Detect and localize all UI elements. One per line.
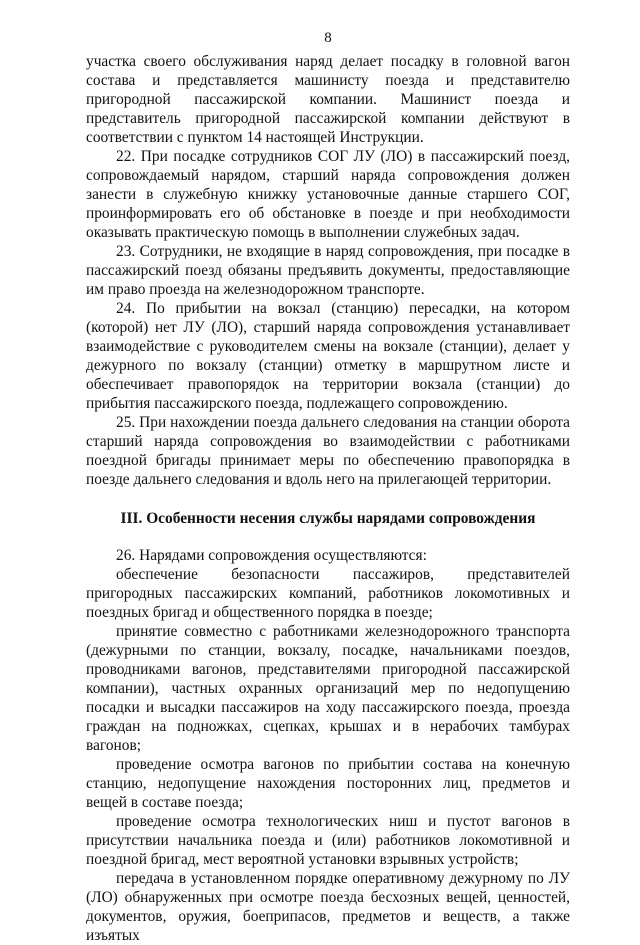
paragraph-23: 23. Сотрудники, не входящие в наряд сопровождения, при посадке в пассажирский поезд обязаны предъявить документы, предоставляющие им право проезда на железнодорожном транспорте. <box>86 243 570 298</box>
list-item: обеспечение безопасности пассажиров, представителей пригородных пассажирских компаний, работников локомотивных и поездных бригад и общественного порядка в поезде; <box>86 566 570 621</box>
list-item: проведение осмотра технологических ниш и пустот вагонов в присутствии начальника поезда и (или) работников локомотивной и поездной бригад, мест вероятной установки взрывных устройств; <box>86 813 570 868</box>
paragraph-25: 25. При нахождении поезда дальнего следования на станции оборота старший наряда сопровождения во взаимодействии с работниками поездной бригады принимает меры по обеспечению правопорядка в поезде дальнего следования и вдоль него на прилегающей территории. <box>86 414 570 488</box>
list-item: передача в установленном порядке оперативному дежурному по ЛУ (ЛО) обнаруженных при осмотре поезда бесхозных вещей, ценностей, документов, оружия, боеприпасов, предметов и веществ, а также изъятых <box>86 870 570 944</box>
paragraph-26: 26. Нарядами сопровождения осуществляются: <box>116 547 427 564</box>
list-item: принятие совместно с работниками железнодорожного транспорта (дежурными по станции, вокзалу, посадке, начальниками поездов, проводниками вагонов, представителями пригородной пассажирской компании), частных охранных организаций мер по недопущению посадки и высадки пассажиров на ходу пассажирского поезда, проезда граждан на подножках, сцепках, крышах и в нерабочих тамбурах вагонов; <box>86 623 570 754</box>
paragraph-continuation: участка своего обслуживания наряд делает посадку в головной вагон состава и представляется машинисту поезда и представителю пригородной пассажирской компании. Машинист поезда и представитель пригородной пассажирской компании действуют в соответствии с пунктом 14 настоящей Инструкции. <box>86 53 570 146</box>
document-body <box>86 52 570 945</box>
paragraph-22: 22. При посадке сотрудников СОГ ЛУ (ЛО) в пассажирский поезд, сопровождаемый нарядом, старший наряда сопровождения должен занести в служебную книжку установочные данные старшего СОГ, проинформировать его об обстановке в поезде и при необходимости оказывать практическую помощь в выполнении служебных задач. <box>86 148 570 241</box>
list-item: проведение осмотра вагонов по прибытии состава на конечную станцию, недопущение нахождения посторонних лиц, предметов и вещей в составе поезда; <box>86 756 570 811</box>
page-number: 8 <box>324 30 332 46</box>
section-heading: III. Особенности несения службы нарядами сопровождения <box>120 510 536 527</box>
paragraph-24: 24. По прибытии на вокзал (станцию) пересадки, на котором (которой) нет ЛУ (ЛО), старший наряда сопровождения устанавливает взаимодействие с руководителем смены на вокзале (станции), делает у дежурного по вокзалу (станции) отметку в маршрутном листе и обеспечивает правопорядок на территории вокзала (станции) до прибытия пассажирского поезда, подлежащего сопровождению. <box>86 300 570 412</box>
